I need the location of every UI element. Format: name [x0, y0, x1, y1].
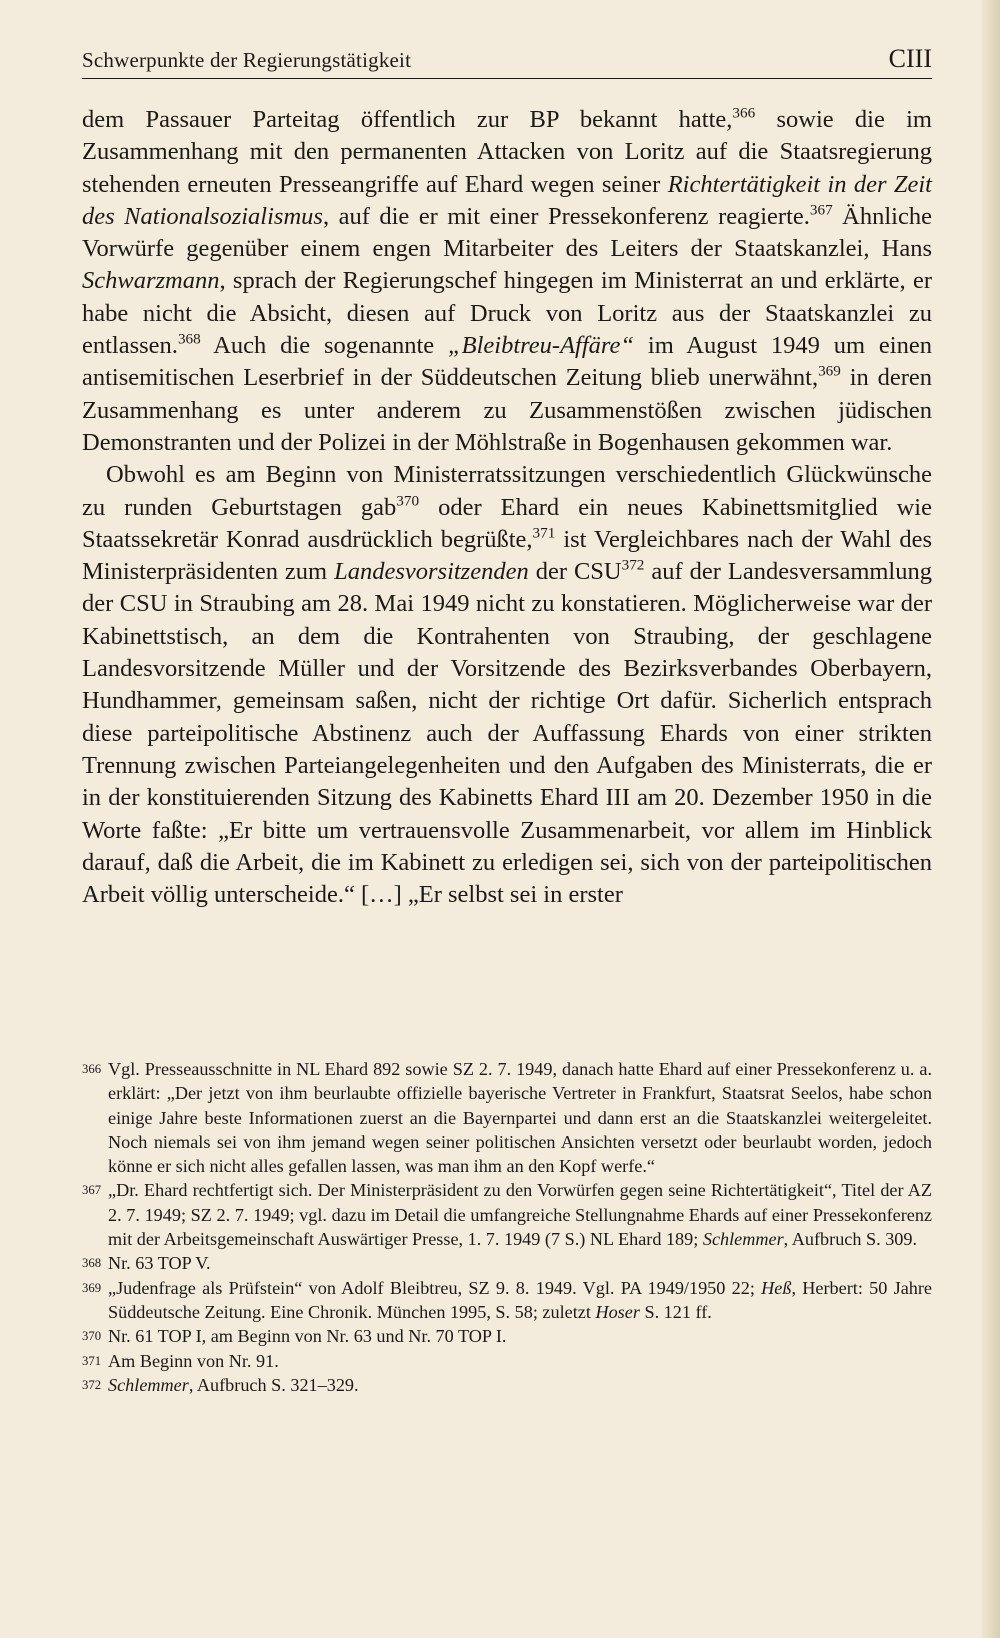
text-run: dem Passauer Parteitag öffentlich zur BP bekannt hatte, — [82, 106, 733, 133]
footnote-number: 366 — [82, 1062, 102, 1076]
footnote-text: , Aufbruch S. 309. — [783, 1229, 918, 1250]
paragraph-1 — [82, 104, 932, 459]
text-run: Auch die sogenannte — [200, 332, 449, 360]
footnotes — [82, 1057, 932, 1397]
text-run: in deren Zusammenhang es unter anderem zu Zusammenstößen zwischen jüdischen Demonstranten und der Polizei in der Möhlstraße in Bogenhausen gekommen war. — [82, 364, 932, 456]
footnote-ref-372: 372 — [621, 556, 645, 574]
footnote-text: „Dr. Ehard rechtfertigt sich. Der Ministerpräsident zu den Vorwürfen gegen seine Richtertätigkeit“, Titel der AZ 2. 7. 1949; SZ 2. 7. 1949; vgl. dazu im Detail die umfangreiche Stellungnahme Ehards auf einer Pressekonferenz mit der Arbeitsgemeinschaft Auswärtiger Presse, 1. 7. 1949 (7 S.) NL Ehard 189; — [108, 1180, 932, 1250]
footnote-text: Am Beginn von Nr. 91. — [108, 1350, 279, 1371]
text-run: der CSU — [528, 558, 622, 586]
footnote-number: 368 — [82, 1256, 102, 1271]
footnote-text: Nr. 63 TOP V. — [108, 1253, 211, 1274]
text-run: ist Vergleichbares nach der Wahl des Ministerpräsidenten zum — [82, 525, 932, 586]
footnote-text: , Aufbruch S. 321–329. — [188, 1374, 359, 1395]
footnote-ref-367: 367 — [809, 201, 833, 219]
emphasis: Heß — [761, 1277, 792, 1298]
main-text — [82, 104, 932, 911]
footnote-369 — [82, 1276, 932, 1325]
footnote-ref-369: 369 — [818, 362, 841, 380]
footnote-372 — [82, 1373, 932, 1397]
emphasis: Landesvorsitzenden — [334, 558, 529, 586]
footnote-number: 369 — [82, 1280, 102, 1295]
footnote-367 — [82, 1178, 932, 1251]
text-run: Obwohl es am Beginn von Ministerratssitzungen verschiedentlich Glückwünsche zu runden Geburtstagen gab — [82, 461, 932, 521]
footnote-text: „Judenfrage als Prüfstein“ von Adolf Bleibtreu, SZ 9. 8. 1949. Vgl. PA 1949/1950 22; — [108, 1277, 762, 1298]
footnote-368 — [82, 1251, 932, 1275]
page-number: CIII — [888, 44, 932, 73]
footnote-text: Nr. 61 TOP I, am Beginn von Nr. 63 und Nr. 70 TOP I. — [108, 1326, 507, 1347]
text-run: sowie die im Zusammenhang mit den permanenten Attacken von Loritz auf die Staatsregierung stehenden erneuten Presseangriffe auf Ehard wegen seiner — [82, 106, 932, 198]
header-rule — [82, 78, 932, 79]
footnote-text: , Herbert: 50 Jahre Süddeutsche Zeitung. Eine Chronik. München 1995, S. 58; zuletzt — [108, 1277, 932, 1322]
text-run: Ähnliche Vorwürfe gegenüber einem engen Mitarbeiter des Leiters der Staatskanzlei, Hans — [82, 202, 932, 263]
emphasis: „Bleibtreu-Affäre“ — [448, 332, 635, 360]
page-edge — [982, 0, 1000, 1638]
emphasis: Schlemmer — [108, 1374, 189, 1395]
footnote-366 — [82, 1057, 932, 1178]
footnote-number: 371 — [82, 1353, 102, 1368]
running-head: Schwerpunkte der Regierungstätigkeit — [82, 48, 412, 72]
footnote-ref-370: 370 — [396, 492, 420, 510]
text-run: im August 1949 um einen antisemitischen Leserbrief in der Süddeutschen Zeitung blieb unerwähnt, — [82, 332, 932, 392]
footnote-ref-366: 366 — [732, 104, 756, 122]
footnote-text: S. 121 ff. — [639, 1301, 712, 1322]
text-run: , auf die er mit einer Pressekonferenz reagierte. — [322, 202, 810, 230]
footnote-ref-371: 371 — [532, 524, 556, 542]
text-run: , sprach der Regierungschef hingegen im Ministerrat an und erklärte, er habe nicht die Absicht, diesen auf Druck von Loritz aus der Staatskanzlei zu entlassen. — [82, 267, 932, 360]
text-run: oder Ehard ein neues Kabinettsmitglied wie Staatssekretär Konrad ausdrücklich begrüßte, — [82, 493, 932, 553]
footnote-370 — [82, 1324, 932, 1348]
footnote-number: 370 — [82, 1329, 102, 1344]
footnote-ref-368: 368 — [177, 330, 201, 348]
page-header — [82, 44, 932, 74]
footnote-number: 367 — [82, 1183, 102, 1198]
emphasis: Hoser — [595, 1301, 640, 1322]
emphasis: Schwarzmann — [82, 267, 220, 295]
paragraph-2 — [82, 459, 932, 911]
footnote-371 — [82, 1349, 932, 1373]
text-run: auf der Landesversammlung der CSU in Straubing am 28. Mai 1949 nicht zu konstatieren. Möglicherweise war der Kabinettstisch, an dem die Kontrahenten von Straubing, der geschlagene Landesvorsitzende Müller und der Vorsitzende des Bezirksverbandes Oberbayern, Hundhammer, gemeinsam saßen, nicht der richtige Ort dafür. Sicherlich entsprach diese parteipolitische Abstinenz auch der Auffassung Ehards von einer strikten Trennung zwischen Parteiangelegenheiten und den Aufgaben des Ministerrats, die er in der konstituierenden Sitzung des Kabinetts Ehard III am 20. Dezember 1950 in die Worte faßte: „Er bitte um vertrauensvolle Zusammenarbeit, vor allem im Hinblick darauf, daß die Arbeit, die im Kabinett zu erledigen sei, sich von der parteipolitischen Arbeit völlig unterscheide.“ […] „Er selbst sei in erster — [82, 558, 932, 909]
emphasis: Schlemmer — [702, 1229, 784, 1250]
footnote-number: 372 — [82, 1377, 102, 1392]
emphasis: Richtertätigkeit in der Zeit des Nationalsozialismus — [82, 170, 932, 230]
footnote-text: Vgl. Presseausschnitte in NL Ehard 892 sowie SZ 2. 7. 1949, danach hatte Ehard auf einer Pressekonferenz u. a. erklärt: „Der jetzt von ihm beurlaubte offizielle bayerische Vertreter in Frankfurt, Staatsrat Seelos, habe schon einige Jahre beste Informationen zuerst an die Bayernpartei und dann erst an die Staatskanzlei weitergeleitet. Noch niemals sei von ihm jemand wegen seiner politischen Ansichten versetzt oder beurlaubt worden, jedoch könne er sich nicht alles gefallen lassen, was man ihm an den Kopf werfe.“ — [108, 1059, 932, 1177]
